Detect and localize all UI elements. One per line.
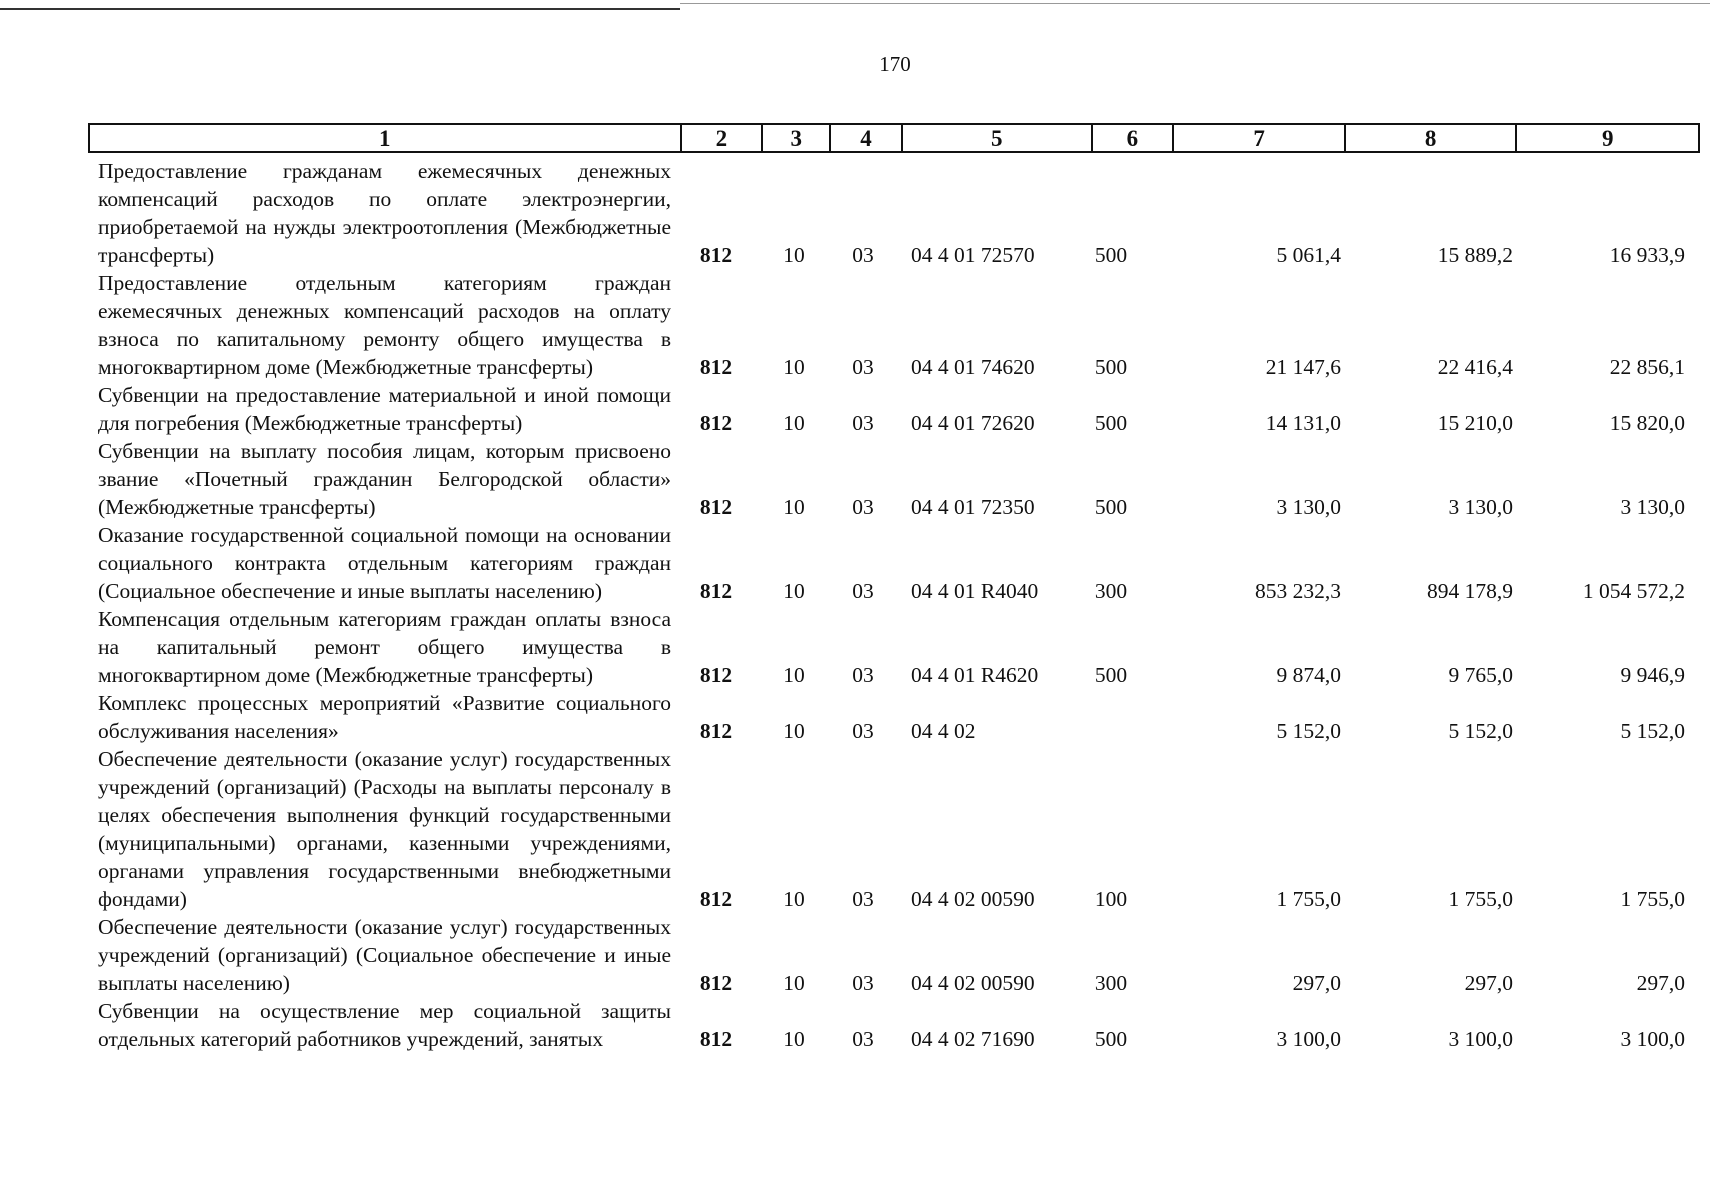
cell-amount-7: 3 100,0 (1276, 1027, 1341, 1051)
cell-amount-8: 15 889,2 (1437, 243, 1513, 267)
header-cell: 7 (1174, 125, 1346, 151)
table-row (98, 157, 1708, 269)
cell-section: 10 (783, 663, 805, 687)
cell-code: 812 (699, 971, 733, 995)
table-row (98, 997, 1708, 1053)
header-cell: 6 (1093, 125, 1175, 151)
cell-amount-9: 5 152,0 (1620, 719, 1685, 743)
cell-expense-type: 500 (1094, 1027, 1128, 1051)
cell-subsection: 03 (852, 411, 874, 435)
cell-subsection: 03 (852, 355, 874, 379)
cell-amount-9: 3 100,0 (1620, 1027, 1685, 1051)
row-name: Оказание государственной социальной помощи на основании социального контракта отдельным категориям граждан (Социальное обеспечение и иные выплаты населению) (98, 523, 671, 603)
cell-code: 812 (699, 1027, 733, 1051)
cell-amount-7: 5 061,4 (1276, 243, 1341, 267)
cell-amount-7: 9 874,0 (1276, 663, 1341, 687)
cell-amount-9: 1 054 572,2 (1582, 579, 1685, 603)
cell-amount-7: 1 755,0 (1276, 887, 1341, 911)
cell-subsection: 03 (852, 719, 874, 743)
cell-amount-8: 5 152,0 (1448, 719, 1513, 743)
cell-amount-9: 297,0 (1636, 971, 1685, 995)
table-row (98, 381, 1708, 437)
cell-target-article: 04 4 02 00590 (911, 971, 1035, 995)
cell-section: 10 (783, 971, 805, 995)
cell-subsection: 03 (852, 495, 874, 519)
cell-expense-type: 500 (1094, 243, 1128, 267)
row-name: Предоставление гражданам ежемесячных денежных компенсаций расходов по оплате электроэнергии, приобретаемой на нужды электроотопления (Межбюджетные трансферты) (98, 159, 671, 267)
header-cell: 8 (1346, 125, 1518, 151)
cell-section: 10 (783, 411, 805, 435)
row-name: Предоставление отдельным категориям граждан ежемесячных денежных компенсаций расходов на оплату взноса по капитальному ремонту общего имущества в многоквартирном доме (Межбюджетные трансферты) (98, 271, 671, 379)
header-cell: 3 (763, 125, 831, 151)
table-row (98, 913, 1708, 997)
cell-amount-8: 3 130,0 (1448, 495, 1513, 519)
cell-target-article: 04 4 02 (911, 719, 976, 743)
cell-section: 10 (783, 495, 805, 519)
row-name: Субвенции на осуществление мер социальной защиты отдельных категорий работников учреждений, занятых (98, 999, 671, 1051)
cell-section: 10 (783, 243, 805, 267)
cell-expense-type: 300 (1094, 579, 1128, 603)
cell-code: 812 (699, 495, 733, 519)
row-name: Компенсация отдельным категориям граждан оплаты взноса на капитальный ремонт общего имущества в многоквартирном доме (Межбюджетные трансферты) (98, 607, 671, 687)
cell-target-article: 04 4 01 72620 (911, 411, 1035, 435)
cell-amount-9: 1 755,0 (1620, 887, 1685, 911)
cell-amount-7: 853 232,3 (1255, 579, 1341, 603)
row-name: Обеспечение деятельности (оказание услуг) государственных учреждений (организаций) (Социальное обеспечение и иные выплаты населению) (98, 915, 671, 995)
cell-amount-8: 22 416,4 (1437, 355, 1513, 379)
cell-subsection: 03 (852, 887, 874, 911)
cell-target-article: 04 4 01 74620 (911, 355, 1035, 379)
cell-target-article: 04 4 01 72350 (911, 495, 1035, 519)
cell-target-article: 04 4 01 R4620 (911, 663, 1039, 687)
cell-subsection: 03 (852, 1027, 874, 1051)
cell-expense-type: 500 (1094, 411, 1128, 435)
cell-amount-9: 9 946,9 (1620, 663, 1685, 687)
row-name: Субвенции на выплату пособия лицам, которым присвоено звание «Почетный гражданин Белгородской области» (Межбюджетные трансферты) (98, 439, 671, 519)
cell-amount-8: 9 765,0 (1448, 663, 1513, 687)
row-name: Субвенции на предоставление материальной и иной помощи для погребения (Межбюджетные трансферты) (98, 383, 671, 435)
table-row (98, 745, 1708, 913)
header-cell: 4 (831, 125, 903, 151)
cell-target-article: 04 4 02 71690 (911, 1027, 1035, 1051)
cell-code: 812 (699, 719, 733, 743)
table-row (98, 605, 1708, 689)
cell-amount-7: 21 147,6 (1265, 355, 1341, 379)
header-cell: 2 (682, 125, 764, 151)
cell-amount-8: 297,0 (1464, 971, 1513, 995)
cell-code: 812 (699, 243, 733, 267)
cell-code: 812 (699, 887, 733, 911)
header-cell: 5 (903, 125, 1093, 151)
cell-amount-8: 3 100,0 (1448, 1027, 1513, 1051)
cell-target-article: 04 4 01 72570 (911, 243, 1035, 267)
cell-expense-type: 500 (1094, 663, 1128, 687)
cell-code: 812 (699, 663, 733, 687)
cell-amount-7: 3 130,0 (1276, 495, 1341, 519)
cell-amount-7: 14 131,0 (1265, 411, 1341, 435)
cell-expense-type: 300 (1094, 971, 1128, 995)
cell-amount-7: 297,0 (1292, 971, 1341, 995)
cell-amount-9: 22 856,1 (1609, 355, 1685, 379)
table-row (98, 689, 1708, 745)
cell-code: 812 (699, 355, 733, 379)
cell-code: 812 (699, 579, 733, 603)
cell-code: 812 (699, 411, 733, 435)
table-row (98, 521, 1708, 605)
cell-section: 10 (783, 579, 805, 603)
cell-section: 10 (783, 355, 805, 379)
cell-amount-7: 5 152,0 (1276, 719, 1341, 743)
cell-amount-8: 1 755,0 (1448, 887, 1513, 911)
cell-target-article: 04 4 02 00590 (911, 887, 1035, 911)
page-number: 170 (879, 52, 911, 76)
cell-expense-type: 500 (1094, 355, 1128, 379)
cell-expense-type: 100 (1094, 887, 1128, 911)
cell-amount-9: 16 933,9 (1609, 243, 1685, 267)
cell-subsection: 03 (852, 243, 874, 267)
cell-subsection: 03 (852, 663, 874, 687)
scan-edge-line (0, 8, 680, 10)
cell-section: 10 (783, 1027, 805, 1051)
cell-section: 10 (783, 719, 805, 743)
row-name: Обеспечение деятельности (оказание услуг) государственных учреждений (организаций) (Расходы на выплаты персоналу в целях обеспечения выполнения функций государственными (муниципальными) органами, казенными учреждениями, органами управления государственными внебюджетными фондами) (98, 747, 671, 911)
header-cell: 1 (90, 125, 682, 151)
table-body (98, 157, 1708, 1053)
header-cell: 9 (1601, 126, 1614, 151)
row-name: Комплекс процессных мероприятий «Развитие социального обслуживания населения» (98, 691, 671, 743)
cell-subsection: 03 (852, 579, 874, 603)
cell-amount-9: 3 130,0 (1620, 495, 1685, 519)
cell-amount-8: 15 210,0 (1437, 411, 1513, 435)
cell-amount-8: 894 178,9 (1427, 579, 1513, 603)
table-row (98, 437, 1708, 521)
table-row (98, 269, 1708, 381)
scan-edge-line (680, 3, 1710, 4)
cell-section: 10 (783, 887, 805, 911)
cell-expense-type: 500 (1094, 495, 1128, 519)
table-header (88, 123, 1700, 153)
cell-target-article: 04 4 01 R4040 (911, 579, 1039, 603)
cell-amount-9: 15 820,0 (1609, 411, 1685, 435)
cell-subsection: 03 (852, 971, 874, 995)
